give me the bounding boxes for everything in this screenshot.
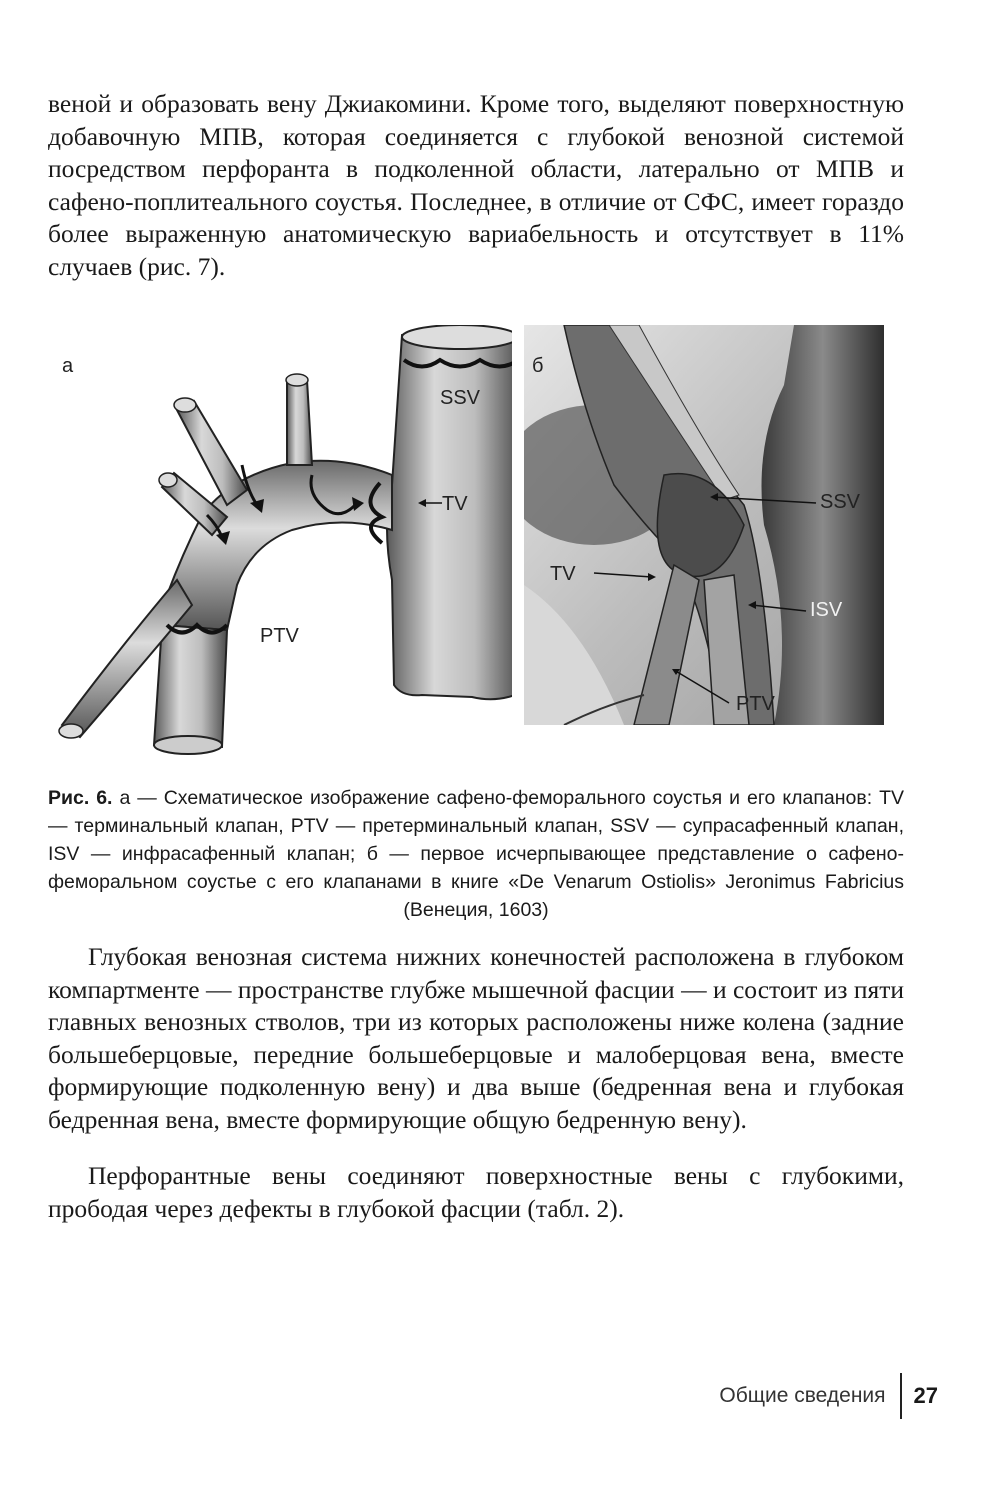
panel-b-label: б (532, 355, 544, 377)
panel-a-ssv-label: SSV (440, 387, 481, 409)
body-paragraph: Перфорантные вены соединяют поверхностные вены с глубокими, прободая через дефекты в глубокой фасции (табл. 2). (48, 1161, 904, 1223)
panel-a-label: а (62, 355, 74, 377)
caption-prefix: Рис. 6. (48, 787, 113, 809)
panel-b-isv-label: ISV (810, 599, 843, 621)
footer-section-title: Общие сведения (719, 1384, 886, 1407)
figure-caption (48, 784, 904, 924)
panel-b-tv-label: TV (550, 563, 576, 585)
body-paragraph: Глубокая венозная система нижних конечностей расположена в глубоком компартменте — пространстве глубже мышечной фасции — и состоит из пяти главных венозных стволов, три из которых расположены ниже колена (задние большеберцовые, передние большеберцовые и малоберцовая вена, вместе формирующие подколенную вену) и два выше (бедренная вена и глубокая бедренная вена, вместе формирующие общую бедренную вену). (48, 942, 904, 1134)
panel-a-tv-label: TV (442, 493, 468, 515)
figure-6 (42, 325, 888, 755)
panel-b-illustration (524, 325, 884, 725)
panel-b-engraving (524, 325, 884, 725)
panel-b-ssv-label: SSV (820, 491, 861, 513)
panel-b-ptv-label: PTV (736, 693, 775, 715)
body-paragraph: веной и образовать вену Джиакомини. Кроме того, выделяют поверхностную добавочную МПВ, которая соединяется с глубокой венозной системой посредством перфоранта в подколенной области, латерально от МПВ и сафено-поплитеального соустья. Последнее, в отличие от СФС, имеет гораздо более выраженную анатомическую вариабельность и отсутствует в 11% случаев (рис. 7). (48, 89, 904, 281)
page-footer (719, 1374, 938, 1418)
panel-a-ptv-label: PTV (260, 625, 299, 647)
page-number: 27 (913, 1383, 938, 1408)
caption-text: а — Схематическое изображение сафено-феморального соустья и его клапанов: TV — терминальный клапан, PTV — претерминальный клапан, SSV — супрасафенный клапан, ISV — инфрасафенный клапан; б — первое исчерпывающее представление о сафено-феморальном соустье с его клапанами в книге «De Venarum Ostiolis» Jeronimus Fabricius (Венеция, 1603) (48, 787, 904, 921)
saphenous-arch-shape (162, 461, 392, 630)
